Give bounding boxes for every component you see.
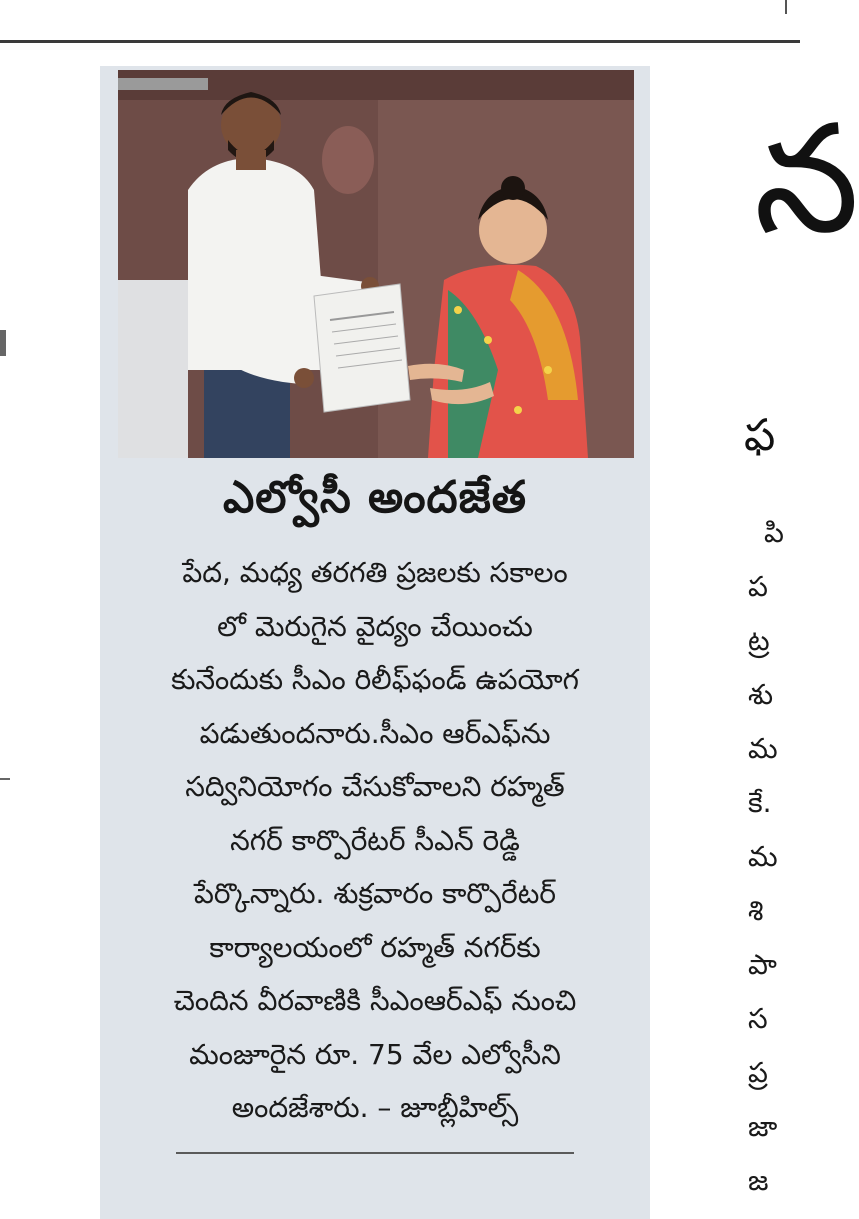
adjacent-column-fragment xyxy=(730,0,859,1219)
body-line: కునేందుకు సీఎం రిలీఫ్‌ఫండ్ ఉపయోగ xyxy=(171,663,579,696)
article-body xyxy=(100,546,650,1135)
article-headline: ఎల్వోసీ అందజేత xyxy=(223,472,527,523)
adjacent-line-start: శు xyxy=(748,678,774,711)
article-end-rule xyxy=(176,1152,574,1154)
adjacent-line-start: మ xyxy=(748,732,778,765)
body-line: లో మెరుగైన వైద్యం చేయించు xyxy=(217,609,533,643)
news-article xyxy=(100,66,650,1219)
body-line: కార్యాలయంలో రహ్మత్ నగర్‌కు xyxy=(209,930,541,964)
left-margin-mark xyxy=(0,330,6,356)
adjacent-line-start: జ xyxy=(748,1164,769,1197)
adjacent-subhead-glyph: ఫ xyxy=(744,410,776,461)
adjacent-line-start: ప xyxy=(748,570,768,603)
body-line: పేర్కొన్నారు. శుక్రవారం కార్పొరేటర్ xyxy=(193,877,556,910)
top-rule xyxy=(0,40,800,43)
left-margin-mark xyxy=(0,778,10,780)
body-line: పడుతుందనారు.సీఎం ఆర్‌ఎఫ్‌ను xyxy=(199,716,551,750)
body-line: పేద, మధ్య తరగతి ప్రజలకు సకాలం xyxy=(182,556,568,589)
body-line: అందజేశారు. – జూబ్లీహిల్స్ xyxy=(231,1091,519,1124)
body-line: మంజూరైన రూ. 75 వేల ఎల్వోసీని xyxy=(189,1037,561,1071)
body-line: చెందిన వీరవాణికి సీఎంఆర్‌ఎఫ్ నుంచి xyxy=(173,984,577,1017)
adjacent-line-start: శి xyxy=(748,894,764,927)
adjacent-line-start: కే. xyxy=(748,786,772,819)
body-line: సద్వినియోగం చేసుకోవాలని రహ్మత్ xyxy=(185,770,565,803)
photo-illustration xyxy=(118,70,634,458)
adjacent-line-start: పా xyxy=(748,948,777,981)
adjacent-headline-glyph: న xyxy=(754,93,859,267)
adjacent-line-start: మ xyxy=(748,840,778,873)
adjacent-line-start: జా xyxy=(748,1110,778,1143)
adjacent-line-start: ప్ర xyxy=(748,1056,768,1089)
adjacent-line-start: స xyxy=(748,1002,768,1035)
body-line: నగర్ కార్పొరేటర్ సీఎన్ రెడ్డి xyxy=(230,823,520,857)
adjacent-line-start: ట్ర xyxy=(748,624,770,657)
adjacent-line-start: పి xyxy=(764,516,784,549)
article-photo xyxy=(118,70,634,458)
